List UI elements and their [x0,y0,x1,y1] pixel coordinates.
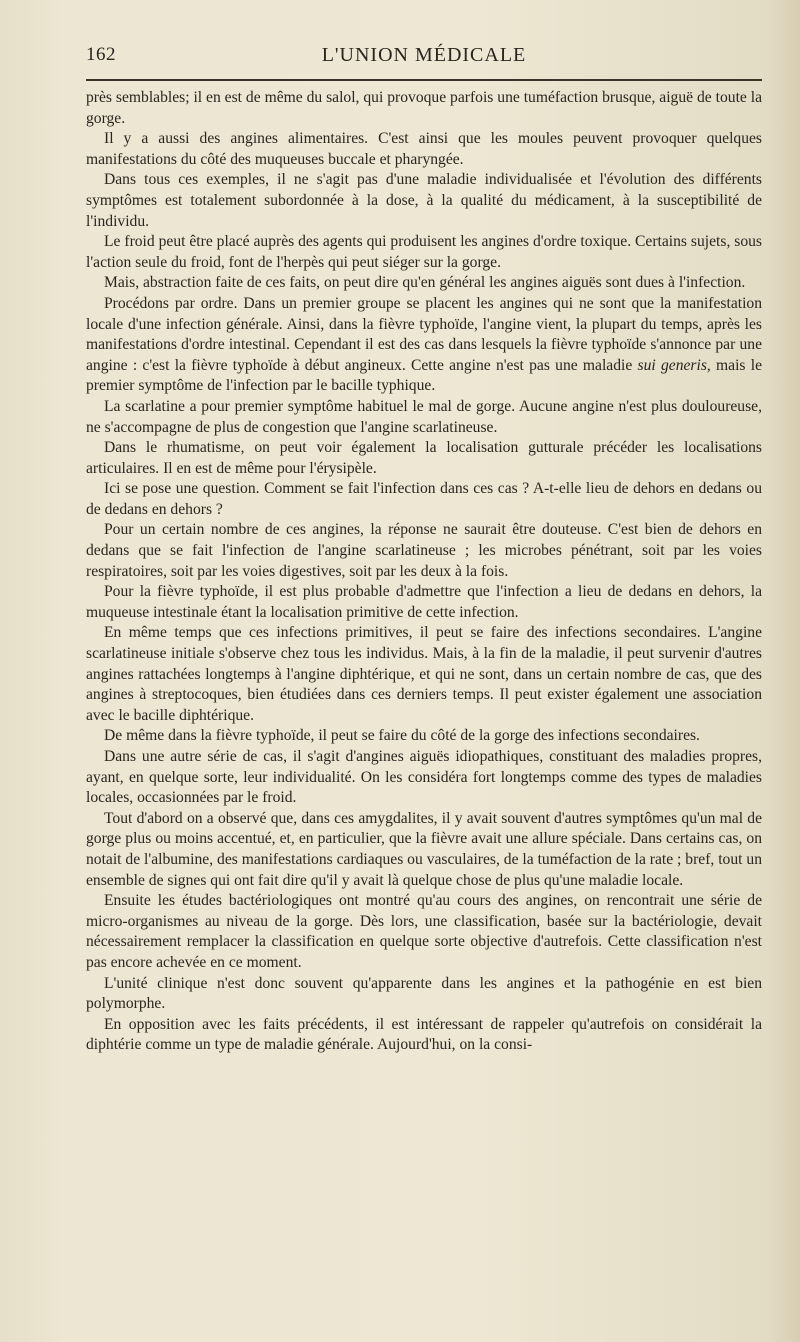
paragraph-text: , mais le premier symptôme de l'infection par le bacille typhique. [86,356,762,395]
paragraph: Dans une autre série de cas, il s'agit d'angines aiguës idiopathiques, constituant des maladies propres, ayant, en quelque sorte, leur individualité. On les considéra fort longtemps comme des types de maladies locales, occasionnées par le froid. [86,748,762,807]
paragraph: Ici se pose une question. Comment se fait l'infection dans ces cas ? A-t-elle lieu de dehors en dedans ou de dedans en dehors ? [86,480,762,518]
page-number: 162 [86,44,116,65]
paragraph: près semblables; il en est de même du salol, qui provoque parfois une tuméfaction brusque, aiguë de toute la gorge. [86,89,762,127]
paragraph: Dans tous ces exemples, il ne s'agit pas d'une maladie individualisée et l'évolution des différents symptômes est totalement subordonnée à la dose, à la qualité du médicament, à la susceptibilité de l'individu. [86,171,762,230]
paragraph: Pour un certain nombre de ces angines, la réponse ne saurait être douteuse. C'est bien de dehors en dedans que se fait l'infection de l'angine scarlatineuse ; les microbes pénétrant, soit par les voies respiratoires, soit par les voies digestives, soit par les deux à la fois. [86,521,762,580]
paragraph: L'unité clinique n'est donc souvent qu'apparente dans les angines et la pathogénie en est bien polymorphe. [86,974,762,1013]
paragraph: Le froid peut être placé auprès des agents qui produisent les angines d'ordre toxique. Certains sujets, sous l'action seule du froid, font de l'herpès qui peut siéger sur la gorge. [86,233,762,271]
page-header [86,44,762,74]
paragraph: La scarlatine a pour premier symptôme habituel le mal de gorge. Aucune angine n'est plus douloureuse, ne s'accompagne de plus de congestion que l'angine scarlatineuse. [86,397,762,436]
paragraph: Tout d'abord on a observé que, dans ces amygdalites, il y avait souvent d'autres symptômes qu'un mal de gorge plus ou moins accentué, et, en particulier, que la fièvre avait une allure spéciale. Dans certains cas, on notait de l'albumine, des manifestations cardiaques ou vasculaires, de la tuméfaction de la rate ; bref, tout un ensemble de signes qui ont fait dire qu'il y avait là quelque chose de plus qu'une maladie locale. [86,809,762,889]
paragraph: Dans le rhumatisme, on peut voir également la localisation gutturale précéder les localisations articulaires. Il en est de même pour l'érysipèle. [86,439,762,477]
running-title: L'UNION MÉDICALE [321,44,527,66]
paragraph: Mais, abstraction faite de ces faits, on peut dire qu'en général les angines aiguës sont dues à l'infection. [104,274,746,292]
paragraph: En opposition avec les faits précédents, il est intéressant de rappeler qu'autrefois on considérait la diphtérie comme un type de maladie générale. Aujourd'hui, on la consi- [86,1015,762,1054]
paragraph: En même temps que ces infections primitives, il peut se faire des infections secondaires. L'angine scarlatineuse initiale s'observe chez tous les individus. Mais, à la fin de la maladie, il peut survenir d'autres angines rattachées longtemps à l'angine diphtérique, et qui ne sont, dans un certain nombre de cas, que des angines à streptocoques, bien étudiées dans ces derniers temps. Il peut exister également une association avec le bacille diphtérique. [86,624,762,724]
paragraph: De même dans la fièvre typhoïde, il peut se faire du côté de la gorge des infections secondaires. [104,727,700,745]
italic-phrase: sui generis [637,356,707,374]
header-rule [86,79,762,81]
body-text [86,88,762,1056]
paragraph: Pour la fièvre typhoïde, il est plus probable d'admettre que l'infection a lieu de dedans en dehors, la muqueuse intestinale étant la localisation primitive de cette infection. [86,583,762,621]
paragraph: Il y a aussi des angines alimentaires. C'est ainsi que les moules peuvent provoquer quelques manifestations du côté des muqueuses buccale et pharyngée. [86,130,762,168]
paragraph: Ensuite les études bactériologiques ont montré qu'au cours des angines, on rencontrait une série de micro-organismes au niveau de la gorge. Dès lors, une classification, basée sur la bactériologie, devait nécessairement remplacer la classification en quelque sorte objective d'autrefois. Cette classification n'est pas encore achevée en ce moment. [86,892,762,971]
paragraph-text: Procédons par ordre. Dans un premier groupe se placent les angines qui ne sont que la manifestation locale d'une infection générale. Ainsi, dans la fièvre typhoïde, l'angine vient, la plupart du temps, après les manifestations d'ordre intestinal. Cependant il est des cas dans lesquels la fièvre typhoïde s'annonce par une angine : c'est la fièvre typhoïde à début angineux. Cette angine n'est pas une maladie [86,294,762,374]
paragraph [86,294,762,397]
